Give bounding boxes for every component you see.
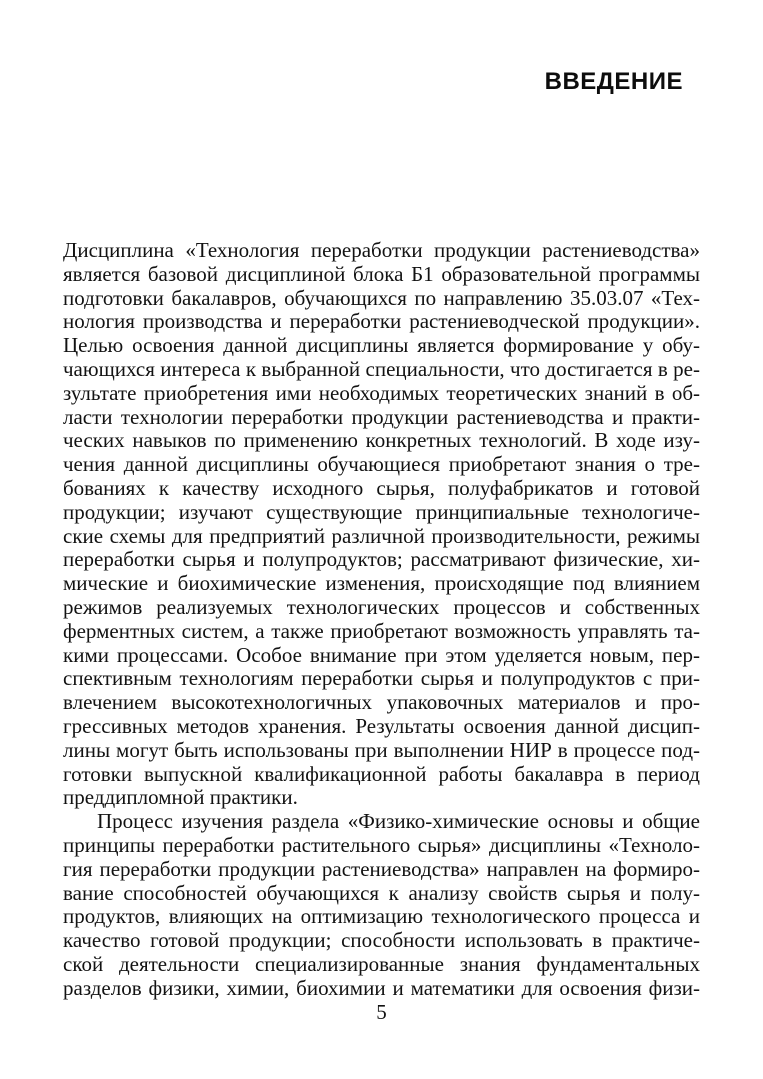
text-line: качество готовой продукции; способности использовать в практиче- [63,928,700,953]
text-line: режимов реализуемых технологических процессов и собственных [63,594,700,619]
page-number: 5 [376,1000,387,1024]
text-line: лины могут быть использованы при выполнении НИР в процессе под- [63,737,700,762]
text-line: переработки сырья и полупродуктов; рассматривают физические, хи- [63,547,700,572]
text-line: чающихся интереса к выбранной специальности, что достигается в ре- [63,356,700,381]
text-line: принципы переработки растительного сырья» дисциплины «Техноло- [63,832,700,857]
text-line: готовки выпускной квалификационной работы бакалавра в период [63,761,700,786]
text-line: зультате приобретения ими необходимых теоретических знаний в об- [63,380,700,405]
text-line: гия переработки продукции растениеводства» направлен на формиро- [63,856,700,881]
text-line: нология производства и переработки растениеводческой продукции». [63,309,700,334]
body-text [63,239,700,1001]
text-line: влечением высокотехнологичных упаковочных материалов и про- [63,690,700,715]
text-line: ферментных систем, а также приобретают возможность управлять та- [63,618,700,643]
text-line: ческих навыков по применению конкретных технологий. В ходе изу- [63,428,700,453]
text-line: ласти технологии переработки продукции растениеводства и практи- [63,404,700,429]
text-line: подготовки бакалавров, обучающихся по направлению 35.03.07 «Тех- [63,285,700,310]
text-line: разделов физики, химии, биохимии и математики для освоения физи- [63,975,700,1000]
text-line: мические и биохимические изменения, происходящие под влиянием [63,571,700,596]
text-line: Целью освоения данной дисциплины является формирование у обу- [63,333,700,358]
text-line: грессивных методов хранения. Результаты освоения данной дисцип- [63,713,700,738]
text-line: Процесс изучения раздела «Физико-химические основы и общие [97,809,700,834]
text-line: бованиях к качеству исходного сырья, полуфабрикатов и готовой [63,475,700,500]
text-line: чения данной дисциплины обучающиеся приобретают знания о тре- [63,452,700,477]
text-line: продукции; изучают существующие принципиальные технологиче- [63,499,700,524]
text-line: ские схемы для предприятий различной производительности, режимы [63,523,700,548]
text-line: продуктов, влияющих на оптимизацию технологического процесса и [63,904,700,929]
text-line: вание способностей обучающихся к анализу свойств сырья и полу- [63,880,700,905]
text-line: кими процессами. Особое внимание при этом уделяется новым, пер- [63,642,700,667]
text-line: ской деятельности специализированные знания фундаментальных [63,951,700,976]
text-line: спективным технологиям переработки сырья и полупродуктов с при- [63,666,700,691]
section-heading: ВВЕДЕНИЕ [544,68,683,95]
text-line: преддипломной практики. [63,785,298,810]
text-line: является базовой дисциплиной блока Б1 образовательной программы [63,261,700,286]
text-line: Дисциплина «Технология переработки продукции растениеводства» [63,238,700,262]
